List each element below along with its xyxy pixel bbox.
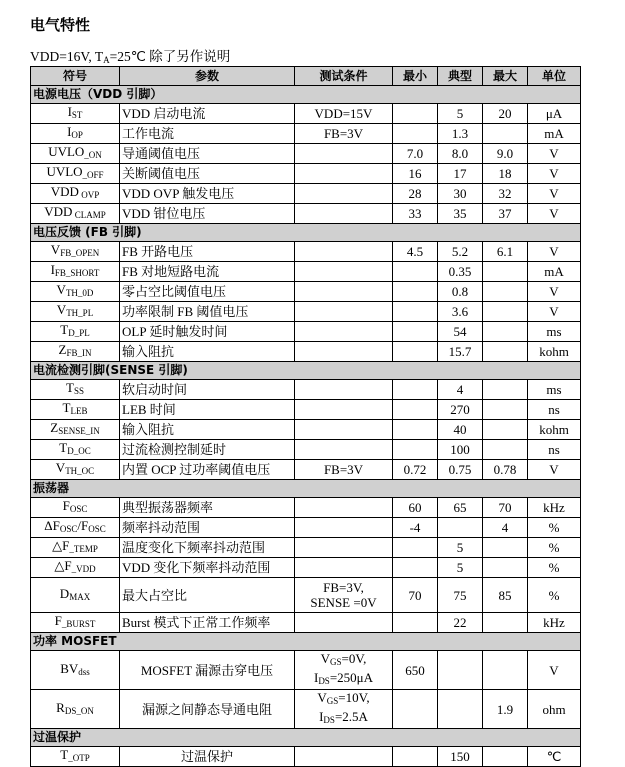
table-row	[31, 518, 581, 538]
test-condition-cell	[295, 184, 393, 204]
unit-cell: ohm	[528, 690, 581, 729]
header-parameter: 参数	[120, 67, 295, 86]
unit-cell: mA	[528, 124, 581, 144]
typ-cell: 5	[438, 538, 483, 558]
max-cell: 4	[483, 518, 528, 538]
section-name: 振荡器	[31, 480, 581, 498]
unit-cell: %	[528, 578, 581, 613]
max-cell	[483, 262, 528, 282]
section-title: 电气特性	[30, 16, 91, 34]
typ-cell: 5.2	[438, 242, 483, 262]
section-header-row	[31, 362, 581, 380]
max-cell	[483, 440, 528, 460]
typ-cell: 8.0	[438, 144, 483, 164]
max-cell	[483, 651, 528, 690]
typ-cell	[438, 518, 483, 538]
unit-cell: V	[528, 204, 581, 224]
header-unit: 单位	[528, 67, 581, 86]
parameter-cell: 频率抖动范围	[120, 518, 295, 538]
table-row	[31, 651, 581, 690]
symbol-cell: $I_{ST}$	[31, 104, 120, 124]
parameter-cell: OLP 延时触发时间	[120, 322, 295, 342]
typ-cell: 100	[438, 440, 483, 460]
min-cell	[393, 380, 438, 400]
max-cell: 70	[483, 498, 528, 518]
parameter-cell: VDD 启动电流	[120, 104, 295, 124]
table-row	[31, 420, 581, 440]
table-row	[31, 204, 581, 224]
test-condition-cell	[295, 342, 393, 362]
min-cell	[393, 104, 438, 124]
test-condition-cell	[295, 420, 393, 440]
symbol-cell: $T_{D\_OC}$	[31, 440, 120, 460]
parameter-cell: 最大占空比	[120, 578, 295, 613]
test-condition-cell	[295, 747, 393, 767]
typ-cell: 5	[438, 104, 483, 124]
max-cell: 20	[483, 104, 528, 124]
unit-cell: V	[528, 164, 581, 184]
unit-cell: V	[528, 184, 581, 204]
typ-cell: 30	[438, 184, 483, 204]
symbol-cell: $V_{TH\_OC}$	[31, 460, 120, 480]
parameter-cell: 工作电流	[120, 124, 295, 144]
table-row	[31, 184, 581, 204]
unit-cell: kohm	[528, 342, 581, 362]
max-cell	[483, 282, 528, 302]
test-condition-cell	[295, 204, 393, 224]
table-row	[31, 104, 581, 124]
typ-cell: 35	[438, 204, 483, 224]
min-cell: -4	[393, 518, 438, 538]
parameter-cell: LEB 时间	[120, 400, 295, 420]
typ-cell: 17	[438, 164, 483, 184]
typ-cell: 0.8	[438, 282, 483, 302]
table-row	[31, 380, 581, 400]
max-cell: 9.0	[483, 144, 528, 164]
section-name: 电压反馈 (FB 引脚)	[31, 224, 581, 242]
min-cell	[393, 262, 438, 282]
symbol-cell: $T_{D\_PL}$	[31, 322, 120, 342]
typ-cell: 0.35	[438, 262, 483, 282]
symbol-cell: $D_{MAX}$	[31, 578, 120, 613]
typ-cell: 3.6	[438, 302, 483, 322]
parameter-cell: 过流检测控制延时	[120, 440, 295, 460]
test-condition-cell	[295, 400, 393, 420]
typ-cell	[438, 651, 483, 690]
typ-cell: 150	[438, 747, 483, 767]
table-row	[31, 124, 581, 144]
symbol-cell: VDD $_{CLAMP}$	[31, 204, 120, 224]
table-row	[31, 558, 581, 578]
table-row	[31, 747, 581, 767]
symbol-cell: $R_{DS\_ON}$	[31, 690, 120, 729]
table-row	[31, 164, 581, 184]
typ-cell: 0.75	[438, 460, 483, 480]
symbol-cell: $\triangle F_{\_VDD}$	[31, 558, 120, 578]
unit-cell: V	[528, 460, 581, 480]
max-cell	[483, 747, 528, 767]
table-row	[31, 538, 581, 558]
test-condition-cell: $V_{GS}=10V$, $I_{DS}=2.5A$	[295, 690, 393, 729]
table-row	[31, 322, 581, 342]
header-min: 最小	[393, 67, 438, 86]
min-cell	[393, 400, 438, 420]
unit-cell: kHz	[528, 498, 581, 518]
symbol-cell: $Z_{FB\_IN}$	[31, 342, 120, 362]
test-condition-cell	[295, 164, 393, 184]
table-row	[31, 302, 581, 322]
test-condition-cell	[295, 380, 393, 400]
max-cell	[483, 558, 528, 578]
min-cell	[393, 558, 438, 578]
typ-cell: 270	[438, 400, 483, 420]
test-condition-cell	[295, 558, 393, 578]
parameter-cell: 典型振荡器频率	[120, 498, 295, 518]
test-condition-cell	[295, 440, 393, 460]
symbol-cell: $Z_{SENSE\_IN}$	[31, 420, 120, 440]
max-cell: 6.1	[483, 242, 528, 262]
typ-cell: 1.3	[438, 124, 483, 144]
unit-cell: ℃	[528, 747, 581, 767]
unit-cell: ns	[528, 400, 581, 420]
parameter-cell: MOSFET 漏源击穿电压	[120, 651, 295, 690]
unit-cell: ms	[528, 322, 581, 342]
test-condition-cell	[295, 144, 393, 164]
parameter-cell: FB 对地短路电流	[120, 262, 295, 282]
max-cell: 32	[483, 184, 528, 204]
unit-cell: V	[528, 302, 581, 322]
symbol-cell: $V_{TH\_PL}$	[31, 302, 120, 322]
symbol-cell: $T_{LEB}$	[31, 400, 120, 420]
section-name: 电流检测引脚(SENSE 引脚)	[31, 362, 581, 380]
min-cell: 7.0	[393, 144, 438, 164]
unit-cell: V	[528, 282, 581, 302]
min-cell	[393, 747, 438, 767]
parameter-cell: 关断阈值电压	[120, 164, 295, 184]
min-cell	[393, 538, 438, 558]
parameter-cell: 导通阈值电压	[120, 144, 295, 164]
test-condition-cell	[295, 262, 393, 282]
table-row	[31, 613, 581, 633]
table-header-row	[31, 67, 581, 86]
table-row	[31, 342, 581, 362]
parameter-cell: 零占空比阈值电压	[120, 282, 295, 302]
parameter-cell: 输入阻抗	[120, 420, 295, 440]
electrical-characteristics-table	[30, 66, 581, 767]
parameter-cell: 过温保护	[120, 747, 295, 767]
min-cell: 70	[393, 578, 438, 613]
table-row	[31, 282, 581, 302]
max-cell	[483, 124, 528, 144]
symbol-cell: $BV_{dss}$	[31, 651, 120, 690]
max-cell: 85	[483, 578, 528, 613]
symbol-cell: $T_{\_OTP}$	[31, 747, 120, 767]
max-cell	[483, 302, 528, 322]
min-cell: 60	[393, 498, 438, 518]
max-cell	[483, 613, 528, 633]
symbol-cell: $UVLO_{\_ON}$	[31, 144, 120, 164]
test-condition-cell	[295, 302, 393, 322]
unit-cell: %	[528, 518, 581, 538]
typ-cell: 15.7	[438, 342, 483, 362]
max-cell: 37	[483, 204, 528, 224]
section-name: 电源电压（VDD 引脚）	[31, 86, 581, 104]
test-condition-cell: FB=3V	[295, 460, 393, 480]
max-cell: 0.78	[483, 460, 528, 480]
header-max: 最大	[483, 67, 528, 86]
test-condition-cell	[295, 322, 393, 342]
test-condition-cell: VDD=15V	[295, 104, 393, 124]
typ-cell: 40	[438, 420, 483, 440]
section-header-row	[31, 480, 581, 498]
parameter-cell: 温度变化下频率抖动范围	[120, 538, 295, 558]
typ-cell: 54	[438, 322, 483, 342]
min-cell	[393, 690, 438, 729]
header-typ: 典型	[438, 67, 483, 86]
parameter-cell: VDD 变化下频率抖动范围	[120, 558, 295, 578]
symbol-cell: $\Delta F_{OSC}/F_{OSC}$	[31, 518, 120, 538]
header-symbol: 符号	[31, 67, 120, 86]
symbol-cell: $\triangle F_{\_TEMP}$	[31, 538, 120, 558]
symbol-cell: $I_{OP}$	[31, 124, 120, 144]
min-cell	[393, 282, 438, 302]
max-cell	[483, 322, 528, 342]
parameter-cell: FB 开路电压	[120, 242, 295, 262]
unit-cell: μA	[528, 104, 581, 124]
table-row	[31, 440, 581, 460]
max-cell: 18	[483, 164, 528, 184]
min-cell: 0.72	[393, 460, 438, 480]
parameter-cell: 输入阻抗	[120, 342, 295, 362]
test-condition-cell: FB=3V	[295, 124, 393, 144]
test-condition-cell	[295, 282, 393, 302]
unit-cell: V	[528, 144, 581, 164]
parameter-cell: Burst 模式下正常工作频率	[120, 613, 295, 633]
unit-cell: V	[528, 651, 581, 690]
min-cell: 4.5	[393, 242, 438, 262]
parameter-cell: VDD OVP 触发电压	[120, 184, 295, 204]
unit-cell: mA	[528, 262, 581, 282]
test-condition-cell: $V_{GS}=0V$, $I_{DS}=250\mu A$	[295, 651, 393, 690]
min-cell: 16	[393, 164, 438, 184]
min-cell: 28	[393, 184, 438, 204]
typ-cell: 4	[438, 380, 483, 400]
min-cell	[393, 342, 438, 362]
table-row	[31, 460, 581, 480]
typ-cell: 65	[438, 498, 483, 518]
typ-cell: 22	[438, 613, 483, 633]
symbol-cell: $T_{SS}$	[31, 380, 120, 400]
unit-cell: ns	[528, 440, 581, 460]
min-cell	[393, 302, 438, 322]
table-row	[31, 498, 581, 518]
symbol-cell: VDD $_{OVP}$	[31, 184, 120, 204]
test-condition-cell	[295, 518, 393, 538]
typ-cell	[438, 690, 483, 729]
table-row	[31, 262, 581, 282]
max-cell	[483, 538, 528, 558]
typ-cell: 5	[438, 558, 483, 578]
parameter-cell: 内置 OCP 过功率阈值电压	[120, 460, 295, 480]
section-header-row	[31, 224, 581, 242]
unit-cell: kHz	[528, 613, 581, 633]
unit-cell: kohm	[528, 420, 581, 440]
typ-cell: 75	[438, 578, 483, 613]
parameter-cell: 漏源之间静态导通电阻	[120, 690, 295, 729]
min-cell	[393, 440, 438, 460]
test-condition-cell	[295, 538, 393, 558]
parameter-cell: 软启动时间	[120, 380, 295, 400]
table-row	[31, 400, 581, 420]
test-condition-cell	[295, 613, 393, 633]
table-row	[31, 690, 581, 729]
min-cell: 650	[393, 651, 438, 690]
unit-cell: V	[528, 242, 581, 262]
min-cell	[393, 613, 438, 633]
section-name: 功率 MOSFET	[31, 633, 581, 651]
max-cell	[483, 342, 528, 362]
test-condition-cell	[295, 242, 393, 262]
min-cell	[393, 124, 438, 144]
table-row	[31, 242, 581, 262]
max-cell	[483, 380, 528, 400]
min-cell: 33	[393, 204, 438, 224]
max-cell: 1.9	[483, 690, 528, 729]
section-header-row	[31, 729, 581, 747]
section-header-row	[31, 633, 581, 651]
max-cell	[483, 400, 528, 420]
table-row	[31, 144, 581, 164]
section-header-row	[31, 86, 581, 104]
min-cell	[393, 420, 438, 440]
unit-cell: %	[528, 538, 581, 558]
unit-cell: %	[528, 558, 581, 578]
symbol-cell: $F_{\_BURST}$	[31, 613, 120, 633]
symbol-cell: $V_{TH\_0D}$	[31, 282, 120, 302]
min-cell	[393, 322, 438, 342]
table-row	[31, 578, 581, 613]
test-condition-cell: FB=3V, SENSE =0V	[295, 578, 393, 613]
symbol-cell: $UVLO_{\_OFF}$	[31, 164, 120, 184]
test-condition-cell	[295, 498, 393, 518]
parameter-cell: VDD 钳位电压	[120, 204, 295, 224]
unit-cell: ms	[528, 380, 581, 400]
header-test-condition: 测试条件	[295, 67, 393, 86]
test-condition-note: VDD=16V, $T_A=25℃$ 除了另作说明	[30, 49, 231, 65]
section-name: 过温保护	[31, 729, 581, 747]
symbol-cell: $F_{OSC}$	[31, 498, 120, 518]
max-cell	[483, 420, 528, 440]
symbol-cell: $I_{FB\_SHORT}$	[31, 262, 120, 282]
symbol-cell: $V_{FB\_OPEN}$	[31, 242, 120, 262]
parameter-cell: 功率限制 FB 阈值电压	[120, 302, 295, 322]
